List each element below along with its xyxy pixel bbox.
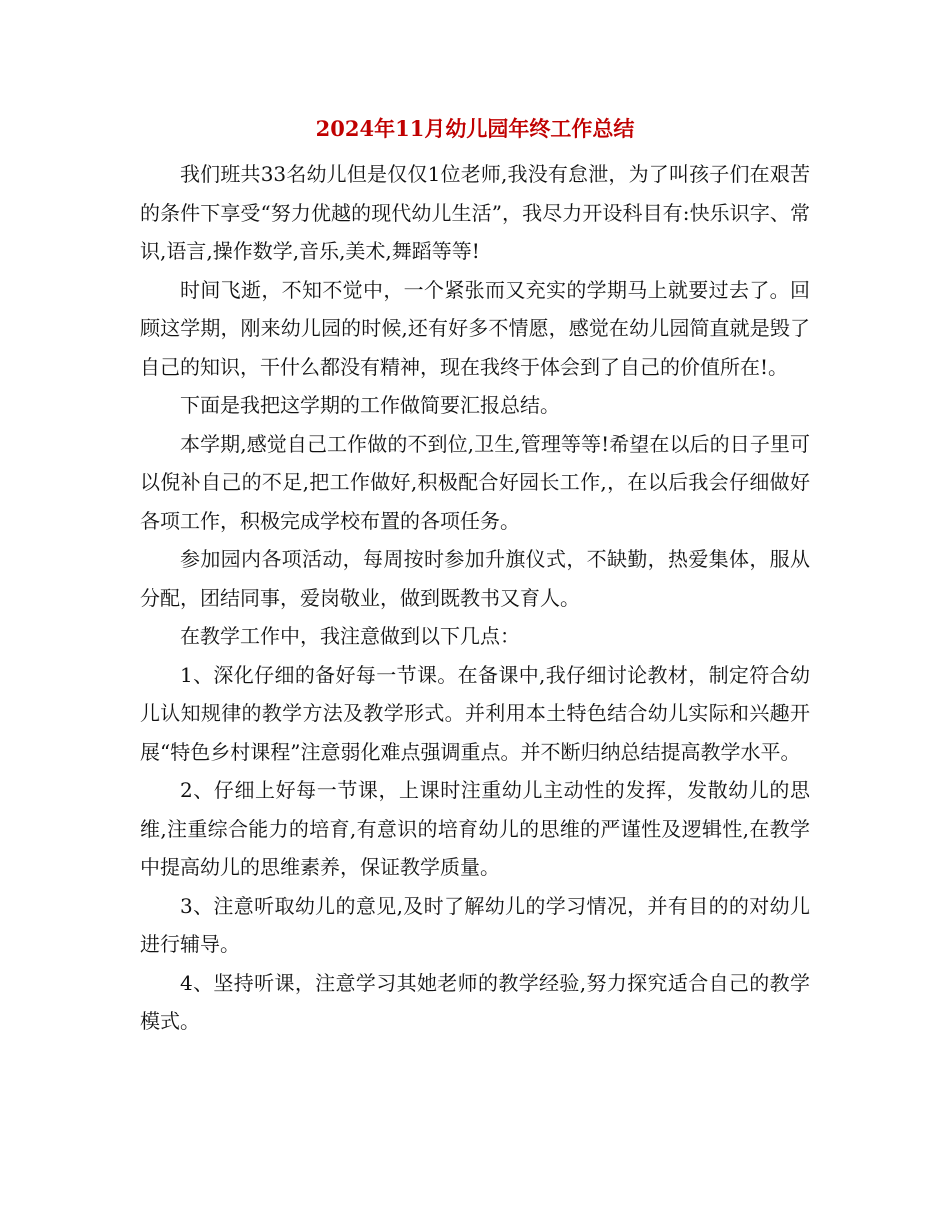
document-body xyxy=(140,155,810,1041)
paragraph-point-2: 2、仔细上好每一节课，上课时注重幼儿主动性的发挥，发散幼儿的思维,注重综合能力的培育,有意识的培育幼儿的思维的严谨性及逻辑性,在教学中提高幼儿的思维素养，保证教学质量。 xyxy=(140,778,810,879)
paragraph-teaching-intro: 在教学工作中，我注意做到以下几点： xyxy=(180,624,520,648)
paragraph-point-3: 3、注意听取幼儿的意见,及时了解幼儿的学习情况，并有目的的对幼儿进行辅导。 xyxy=(140,893,810,956)
document-title: 2024年11月幼儿园年终工作总结 xyxy=(315,116,635,141)
paragraph-class-intro: 我们班共33名幼儿但是仅仅1位老师,我没有怠泄，为了叫孩子们在艰苦的条件下享受“努力优越的现代幼儿生活”，我尽力开设科目有:快乐识字、常识,语言,操作数学,音乐,美术,舞蹈等等! xyxy=(140,162,810,263)
paragraph-semester-review: 时间飞逝，不知不觉中，一个紧张而又充实的学期马上就要过去了。回顾这学期，刚来幼儿园的时候,还有好多不情愿，感觉在幼儿园简直就是毁了自己的知识，干什么都没有精神，现在我终于体会到了自己的价值所在!。 xyxy=(140,277,810,379)
paragraph-summary-intro: 下面是我把这学期的工作做简要汇报总结。 xyxy=(180,393,560,417)
paragraph-self-assessment: 本学期,感觉自己工作做的不到位,卫生,管理等等!希望在以后的日子里可以倪补自己的不足,把工作做好,积极配合好园长工作,，在以后我会仔细做好各项工作，积极完成学校布置的各项任务。 xyxy=(140,431,810,533)
paragraph-point-1: 1、深化仔细的备好每一节课。在备课中,我仔细讨论教材，制定符合幼儿认知规律的教学方法及教学形式。并利用本土特色结合幼儿实际和兴趣开展“特色乡村课程”注意弱化难点强调重点。并不断归纳总结提高教学水平。 xyxy=(140,662,810,764)
paragraph-point-4: 4、坚持听课，注意学习其她老师的教学经验,努力探究适合自己的教学模式。 xyxy=(140,970,810,1033)
paragraph-activities: 参加园内各项活动，每周按时参加升旗仪式，不缺勤，热爱集体，服从分配，团结同事，爱岗敬业，做到既教书又育人。 xyxy=(140,547,810,610)
